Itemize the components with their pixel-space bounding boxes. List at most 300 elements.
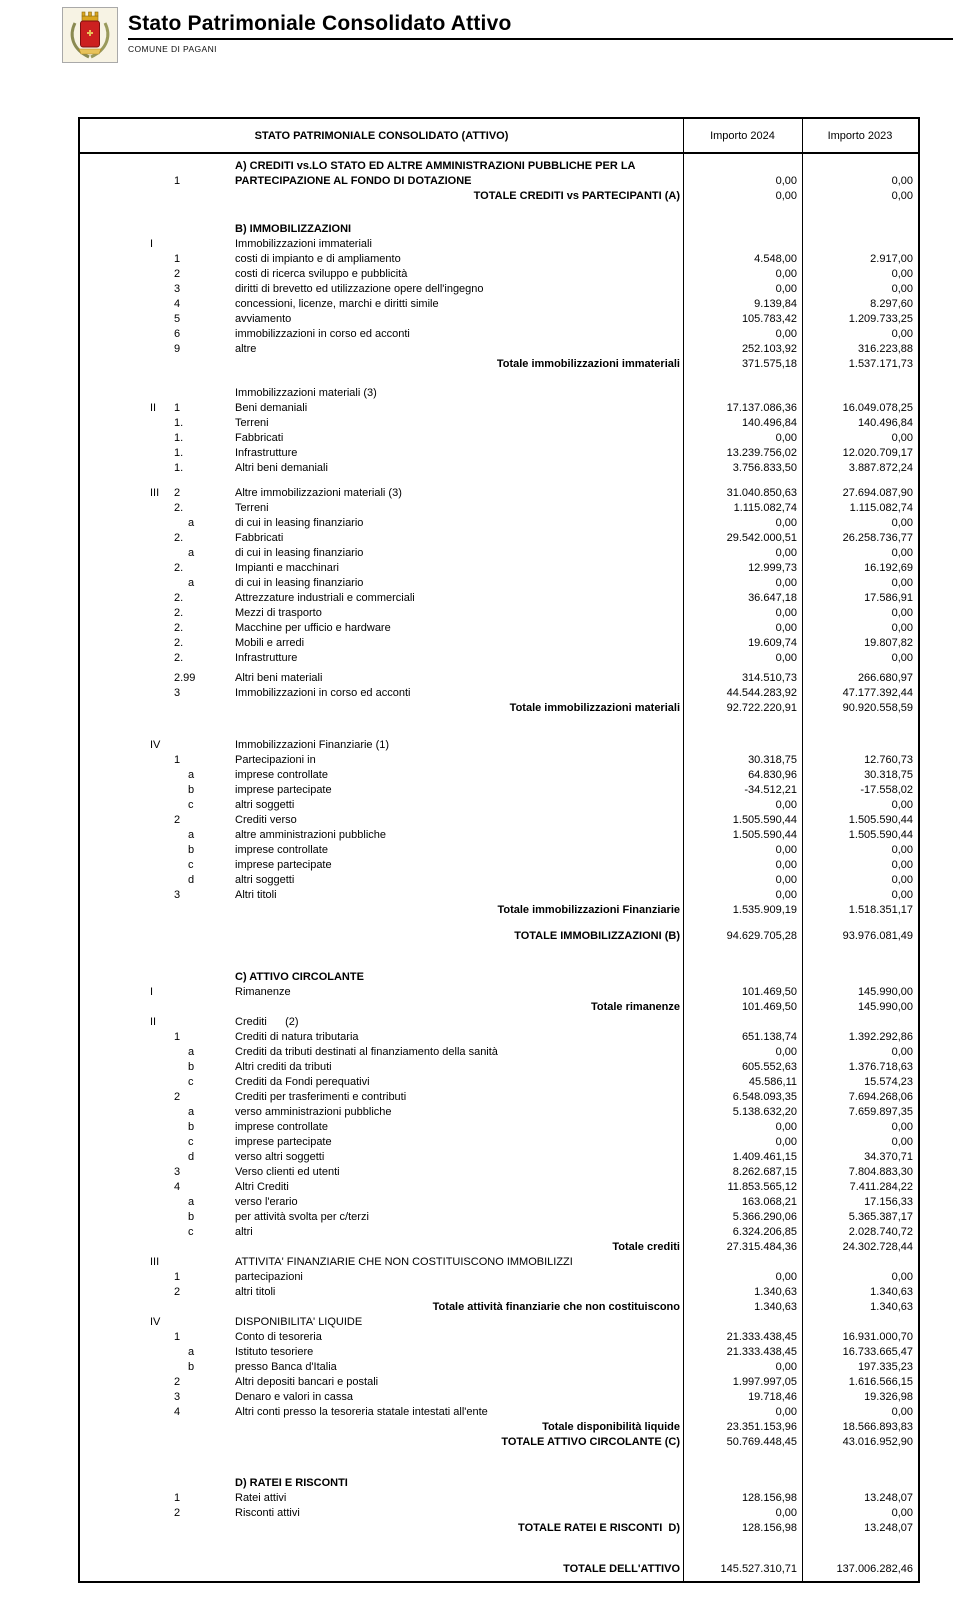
row-label-cell [80,1090,683,1105]
row-label-cell [80,401,683,416]
spacer-row [80,944,918,970]
row-label: Immobilizzazioni immateriali [235,238,372,250]
row-label: Immobilizzazioni in corso ed acconti [235,687,411,699]
row-label-cell [80,1300,683,1315]
value-2024: 30.318,75 [748,754,797,766]
value-2024: 0,00 [775,1271,797,1283]
value-2023: 19.326,98 [864,1391,913,1403]
table-row [80,357,918,372]
row-index: 2. [174,502,184,514]
row-index: 1 [174,1031,181,1043]
value-2024: 371.575,18 [741,358,797,370]
table-row [80,222,918,237]
row-index: 3 [174,283,181,295]
row-index: 2 [174,1286,181,1298]
total-label: TOTALE RATEI E RISCONTI D) [518,1522,680,1534]
table-row [80,606,918,621]
table-row [80,1521,918,1536]
value-2023: 47.177.392,44 [842,687,913,699]
row-label-cell [80,888,683,903]
table-row [80,431,918,446]
row-label-cell [80,546,683,561]
row-label-cell [80,753,683,768]
value-2024: 314.510,73 [741,672,797,684]
value-2023: 0,00 [891,799,913,811]
row-label-cell [80,282,683,297]
spacer-row [80,1536,918,1562]
total-label: TOTALE IMMOBILIZZAZIONI (B) [514,930,680,942]
row-label-cell [80,1240,683,1255]
value-2024: 0,00 [775,622,797,634]
row-index: 1 [174,1271,181,1283]
row-label-cell [80,576,683,591]
row-label-cell [80,159,683,189]
row-label: A) CREDITI vs.LO STATO ED ALTRE AMMINISTRAZIONI PUBBLICHE PER LA PARTECIPAZIONE AL FONDO DI DOTAZIONE [235,160,636,187]
row-index: b [188,1121,195,1133]
row-label-cell [80,671,683,686]
row-label: Altri conti presso la tesoreria statale intestati all'ente [235,1406,488,1418]
row-roman-numeral: I [150,986,154,998]
value-2023: 15.574,23 [864,1076,913,1088]
value-2024: 0,00 [775,652,797,664]
value-2023: 0,00 [891,175,913,187]
value-2023: 1.392.292,86 [848,1031,913,1043]
row-label: di cui in leasing finanziario [235,577,364,589]
table-row [80,768,918,783]
spacer-row [80,716,918,738]
row-index: 1. [174,462,184,474]
table-row [80,561,918,576]
table-row [80,970,918,985]
value-2023: 18.566.893,83 [842,1421,913,1433]
row-label-cell [80,1165,683,1180]
table-row [80,1090,918,1105]
value-2023: 1.376.718,63 [848,1061,913,1073]
row-index: 4 [174,298,181,310]
value-2023: 1.537.171,73 [848,358,913,370]
row-index: 2. [174,592,184,604]
row-label: avviamento [235,313,292,325]
value-2023: 8.297,60 [870,298,913,310]
value-2024: 45.586,11 [748,1076,797,1088]
row-index: a [188,769,195,781]
spacer-row [80,918,918,929]
row-label: verso l'erario [235,1196,298,1208]
value-2024: 29.542.000,51 [726,532,797,544]
table-row [80,1045,918,1060]
value-2023: 17.586,91 [864,592,913,604]
value-2023: 0,00 [891,1121,913,1133]
value-2024: 3.756.833,50 [732,462,797,474]
total-label: Totale immobilizzazioni immateriali [496,358,680,370]
value-2023: 0,00 [891,889,913,901]
row-index: 2. [174,607,184,619]
table-row [80,1015,918,1030]
value-2023: 266.680,97 [857,672,913,684]
row-label-cell [80,486,683,501]
value-2023: 0,00 [891,328,913,340]
row-label-cell [80,1255,683,1270]
value-2023: 19.807,82 [864,637,913,649]
table-row [80,1315,918,1330]
row-label-cell [80,327,683,342]
row-label-cell [80,813,683,828]
table-body [80,154,918,1577]
row-label: Partecipazioni in [235,754,316,766]
table-row [80,1506,918,1521]
row-index: d [188,1151,195,1163]
value-2023: 0,00 [891,432,913,444]
row-label: diritti di brevetto ed utilizzazione opere dell'ingegno [235,283,484,295]
column-header-2024: Importo 2024 [710,129,775,142]
table-row [80,461,918,476]
row-label-cell [80,1195,683,1210]
row-label-cell [80,501,683,516]
value-2024: -34.512,21 [744,784,797,796]
value-2024: 1.535.909,19 [732,904,797,916]
table-row [80,929,918,944]
value-2024: 105.783,42 [741,313,797,325]
row-index: 3 [174,1166,181,1178]
row-index: b [188,1211,195,1223]
value-2023: 145.990,00 [857,986,913,998]
value-2024: 21.333.438,45 [726,1346,797,1358]
table-row [80,858,918,873]
row-label-cell [80,985,683,1000]
row-label-cell [80,1506,683,1521]
value-2024: 651.138,74 [741,1031,797,1043]
row-label-cell [80,1435,683,1450]
value-2023: 0,00 [891,874,913,886]
value-2024: 0,00 [775,268,797,280]
value-2023: 0,00 [891,268,913,280]
table-row [80,446,918,461]
row-label: Altri depositi bancari e postali [235,1376,379,1388]
table-row [80,873,918,888]
row-label-cell [80,1015,683,1030]
table-row [80,416,918,431]
row-label: Altri beni materiali [235,672,323,684]
value-2024: 92.722.220,91 [726,702,797,714]
table-row [80,1405,918,1420]
table-row [80,813,918,828]
value-2024: 5.138.632,20 [732,1106,797,1118]
table-row [80,888,918,903]
row-label: Verso clienti ed utenti [235,1166,340,1178]
row-index: 2 [174,268,181,280]
row-label-cell [80,1345,683,1360]
table-row [80,1240,918,1255]
row-label: concessioni, licenze, marchi e diritti simile [235,298,439,310]
row-index: 2. [174,562,184,574]
value-2023: 2.028.740,72 [848,1226,913,1238]
value-2023: 34.370,71 [864,1151,913,1163]
table-row [80,386,918,401]
row-index: 3 [174,889,181,901]
value-2023: 140.496,84 [857,417,913,429]
row-label-cell [80,237,683,252]
value-2024: 605.552,63 [741,1061,797,1073]
row-index: 1 [174,402,181,414]
row-label-cell [80,561,683,576]
table-row [80,267,918,282]
value-2024: 0,00 [775,190,797,202]
value-2024: 9.139,84 [754,298,797,310]
value-2024: 1.409.461,15 [732,1151,797,1163]
value-2024: 17.137.086,36 [726,402,797,414]
value-2024: 1.340,63 [754,1301,797,1313]
row-label-cell [80,431,683,446]
row-label: Altri crediti da tributi [235,1061,332,1073]
value-2024: 0,00 [775,889,797,901]
table-row [80,282,918,297]
row-index: 1. [174,447,184,459]
value-2023: 0,00 [891,577,913,589]
row-label: altri [235,1226,253,1238]
total-label: Totale immobilizzazioni Finanziarie [497,904,680,916]
table-row [80,1165,918,1180]
row-label-cell [80,903,683,918]
row-index: 1 [174,754,181,766]
value-2023: 16.733.665,47 [842,1346,913,1358]
row-index: 2 [174,814,181,826]
row-label: imprese partecipate [235,1136,332,1148]
value-2024: 0,00 [775,283,797,295]
row-label-cell [80,798,683,813]
row-label-cell [80,531,683,546]
table-row [80,621,918,636]
table-row [80,1562,918,1577]
column-divider-2 [802,119,803,1581]
value-2024: 0,00 [775,1046,797,1058]
table-row [80,1210,918,1225]
value-2023: 145.990,00 [857,1001,913,1013]
row-label-cell [80,1315,683,1330]
row-label: Crediti di natura tributaria [235,1031,359,1043]
row-label-cell [80,1075,683,1090]
table-row [80,252,918,267]
value-2023: 1.209.733,25 [848,313,913,325]
table-row [80,189,918,204]
row-label-cell [80,1030,683,1045]
table-row [80,531,918,546]
table-row [80,828,918,843]
column-divider-1 [683,119,684,1581]
row-label-cell [80,189,683,204]
value-2023: 0,00 [891,517,913,529]
value-2024: 0,00 [775,1406,797,1418]
total-label: TOTALE CREDITI vs PARTECIPANTI (A) [473,190,680,202]
value-2024: 64.830,96 [748,769,797,781]
table-row [80,516,918,531]
row-label: altre [235,343,257,355]
row-index: 4 [174,1406,181,1418]
row-label: imprese controllate [235,844,328,856]
table-row [80,1135,918,1150]
row-label: Infrastrutture [235,652,298,664]
table-row [80,738,918,753]
total-label: Totale crediti [612,1241,680,1253]
row-index: 2 [174,1507,181,1519]
value-2024: 0,00 [775,799,797,811]
value-2024: 12.999,73 [748,562,797,574]
value-2023: 0,00 [891,1406,913,1418]
value-2024: 0,00 [775,432,797,444]
value-2024: 128.156,98 [741,1522,797,1534]
row-label-cell [80,1045,683,1060]
row-label-cell [80,516,683,531]
row-index: b [188,844,195,856]
table-row [80,1420,918,1435]
value-2023: 1.505.590,44 [848,814,913,826]
row-label: Immobilizzazioni Finanziarie (1) [235,739,390,751]
value-2023: 1.518.351,17 [848,904,913,916]
row-label-cell [80,1375,683,1390]
value-2023: 1.505.590,44 [848,829,913,841]
value-2023: 24.302.728,44 [842,1241,913,1253]
row-index: c [188,1076,194,1088]
row-index: a [188,1346,195,1358]
row-label: altre amministrazioni pubbliche [235,829,387,841]
row-index: a [188,517,195,529]
row-index: 2. [174,532,184,544]
row-label-cell [80,828,683,843]
row-label: Mezzi di trasporto [235,607,322,619]
value-2024: 0,00 [775,517,797,529]
row-index: 6 [174,328,181,340]
table-row [80,1270,918,1285]
row-index: b [188,1061,195,1073]
value-2024: 44.544.283,92 [726,687,797,699]
value-2024: 31.040.850,63 [726,487,797,499]
row-label: Fabbricati [235,432,284,444]
table-row [80,546,918,561]
table-row [80,798,918,813]
table-row [80,1075,918,1090]
value-2023: 0,00 [891,1507,913,1519]
row-roman-numeral: II [150,402,157,414]
row-index: 2. [174,652,184,664]
row-label: Immobilizzazioni materiali (3) [235,387,377,399]
spacer-row [80,1450,918,1476]
value-2024: 128.156,98 [741,1492,797,1504]
row-roman-numeral: II [150,1016,157,1028]
table-row [80,159,918,189]
table-row [80,1225,918,1240]
value-2024: 252.103,92 [741,343,797,355]
row-label: C) ATTIVO CIRCOLANTE [235,971,364,983]
table-row [80,783,918,798]
value-2023: 27.694.087,90 [842,487,913,499]
row-label: costi di impianto e di ampliamento [235,253,401,265]
total-label: TOTALE ATTIVO CIRCOLANTE (C) [501,1436,680,1448]
value-2023: 0,00 [891,859,913,871]
table-row [80,1300,918,1315]
row-label: presso Banca d'Italia [235,1361,337,1373]
row-label-cell [80,1360,683,1375]
table-row [80,636,918,651]
value-2023: 316.223,88 [857,343,913,355]
table-row [80,985,918,1000]
value-2024: 0,00 [775,1361,797,1373]
row-label-cell [80,651,683,666]
column-header-2023: Importo 2023 [827,129,893,142]
table-row [80,1345,918,1360]
row-index: 1 [174,175,181,187]
entity-name: COMUNE DI PAGANI [128,44,217,54]
value-2024: 0,00 [775,607,797,619]
row-label-cell [80,312,683,327]
row-index: a [188,829,195,841]
value-2023: 0,00 [891,844,913,856]
row-label-cell [80,357,683,372]
value-2023: 197.335,23 [857,1361,913,1373]
total-label: Totale rimanenze [590,1001,680,1013]
row-label: Crediti per trasferimenti e contributi [235,1091,407,1103]
row-index: 1 [174,1492,181,1504]
value-2023: 26.258.736,77 [842,532,913,544]
table-row [80,1060,918,1075]
table-row [80,1105,918,1120]
row-label: per attività svolta per c/terzi [235,1211,369,1223]
row-label: Terreni [235,417,269,429]
row-label: imprese controllate [235,769,328,781]
value-2024: 19.609,74 [748,637,797,649]
value-2023: 0,00 [891,283,913,295]
row-label-cell [80,783,683,798]
table-row [80,1255,918,1270]
row-label-cell [80,768,683,783]
value-2023: -17.558,02 [860,784,913,796]
row-index: c [188,859,194,871]
row-label: D) RATEI E RISCONTI [235,1477,348,1489]
row-label-cell [80,386,683,401]
value-2024: 27.315.484,36 [726,1241,797,1253]
row-label: Mobili e arredi [235,637,305,649]
row-roman-numeral: IV [150,1316,161,1328]
value-2024: 13.239.756,02 [726,447,797,459]
total-label: Totale attività finanziarie che non costituiscono [432,1301,680,1313]
value-2024: 0,00 [775,844,797,856]
row-label: costi di ricerca sviluppo e pubblicità [235,268,408,280]
page-header [62,7,953,63]
row-label-cell [80,1521,683,1536]
table-row [80,903,918,918]
row-label-cell [80,1476,683,1491]
row-label-cell [80,1390,683,1405]
row-index: 5 [174,313,181,325]
row-label: altri soggetti [235,799,295,811]
row-label: partecipazioni [235,1271,303,1283]
table-row [80,1000,918,1015]
row-index: 3 [174,1391,181,1403]
table-row [80,1390,918,1405]
value-2023: 7.659.897,35 [848,1106,913,1118]
row-label: altri titoli [235,1286,276,1298]
value-2024: 19.718,46 [748,1391,797,1403]
value-2024: 0,00 [775,859,797,871]
row-index: 2. [174,622,184,634]
table-row [80,671,918,686]
value-2023: 30.318,75 [864,769,913,781]
row-label-cell [80,1562,683,1577]
row-label-cell [80,1120,683,1135]
value-2023: 0,00 [891,607,913,619]
row-index: b [188,784,195,796]
row-label-cell [80,416,683,431]
row-label-cell [80,1285,683,1300]
table-header-row [80,119,918,154]
